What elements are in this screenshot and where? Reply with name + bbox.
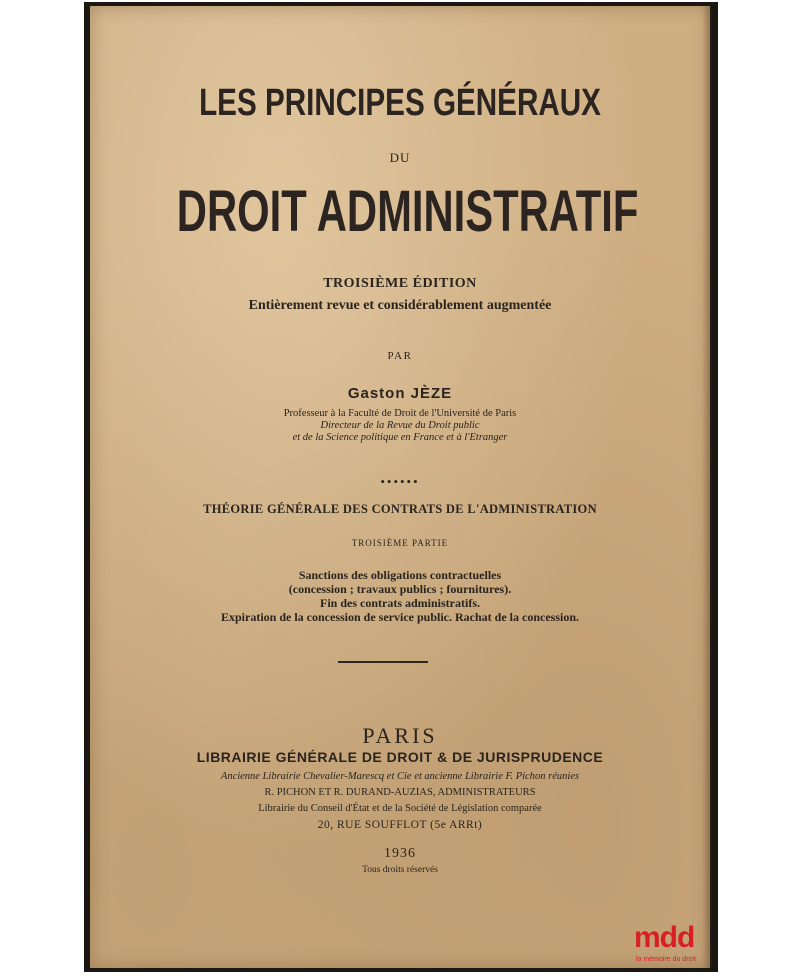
mdd-logo-tagline: la mémoire du droit: [636, 956, 696, 963]
credential-line: Directeur de la Revue du Droit public: [320, 420, 480, 431]
mdd-logo-mark: mdd: [634, 921, 695, 954]
contents-line: Expiration de la concession de service public. Rachat de la concession.: [221, 610, 579, 624]
part-label: TROISIÈME PARTIE: [351, 538, 449, 548]
author-credentials: [90, 408, 710, 444]
publisher-council: Librairie du Conseil d'État et de la Société de Législation comparée: [258, 803, 542, 814]
author-name: Gaston JÈZE: [347, 385, 453, 402]
edition-note: Entièrement revue et considérablement augmentée: [248, 298, 552, 313]
mdd-logo: [634, 921, 734, 971]
divider-rule: [338, 661, 428, 663]
contents-line: Sanctions des obligations contractuelles: [298, 568, 502, 582]
book-cover: [90, 6, 710, 968]
credential-line: Professeur à la Faculté de Droit de l'Université de Paris: [283, 408, 517, 419]
contents-line: (concession ; travaux publics ; fournitures).: [288, 582, 512, 596]
publisher-name: LIBRAIRIE GÉNÉRALE DE DROIT & DE JURISPRUDENCE: [196, 749, 604, 765]
title-line-2: DROIT ADMINISTRATIF: [176, 179, 639, 244]
by-label: PAR: [387, 350, 413, 362]
contents-summary: [90, 568, 710, 624]
publisher-former: Ancienne Librairie Chevalier-Marescq et Cie et ancienne Librairie F. Pichon réunies: [220, 771, 580, 782]
theory-heading: THÉORIE GÉNÉRALE DES CONTRATS DE L'ADMINISTRATION: [203, 502, 597, 516]
title-line-1: LES PRINCIPES GÉNÉRAUX: [199, 82, 601, 124]
publisher-admins: R. PICHON ET R. DURAND-AUZIAS, ADMINISTRATEURS: [264, 787, 536, 798]
rights-notice: Tous droits réservés: [362, 865, 438, 875]
publisher-address: 20, RUE SOUFFLOT (5e ARRt): [317, 819, 483, 831]
ornament: ••••••: [380, 474, 420, 489]
title-du: DU: [389, 150, 411, 165]
edition: TROISIÈME ÉDITION: [323, 276, 477, 291]
credential-line: et de la Science politique en France et à l'Etranger: [292, 432, 508, 443]
publisher-city: PARIS: [362, 723, 438, 748]
publication-year: 1936: [384, 846, 416, 861]
contents-line: Fin des contrats administratifs.: [320, 596, 480, 610]
